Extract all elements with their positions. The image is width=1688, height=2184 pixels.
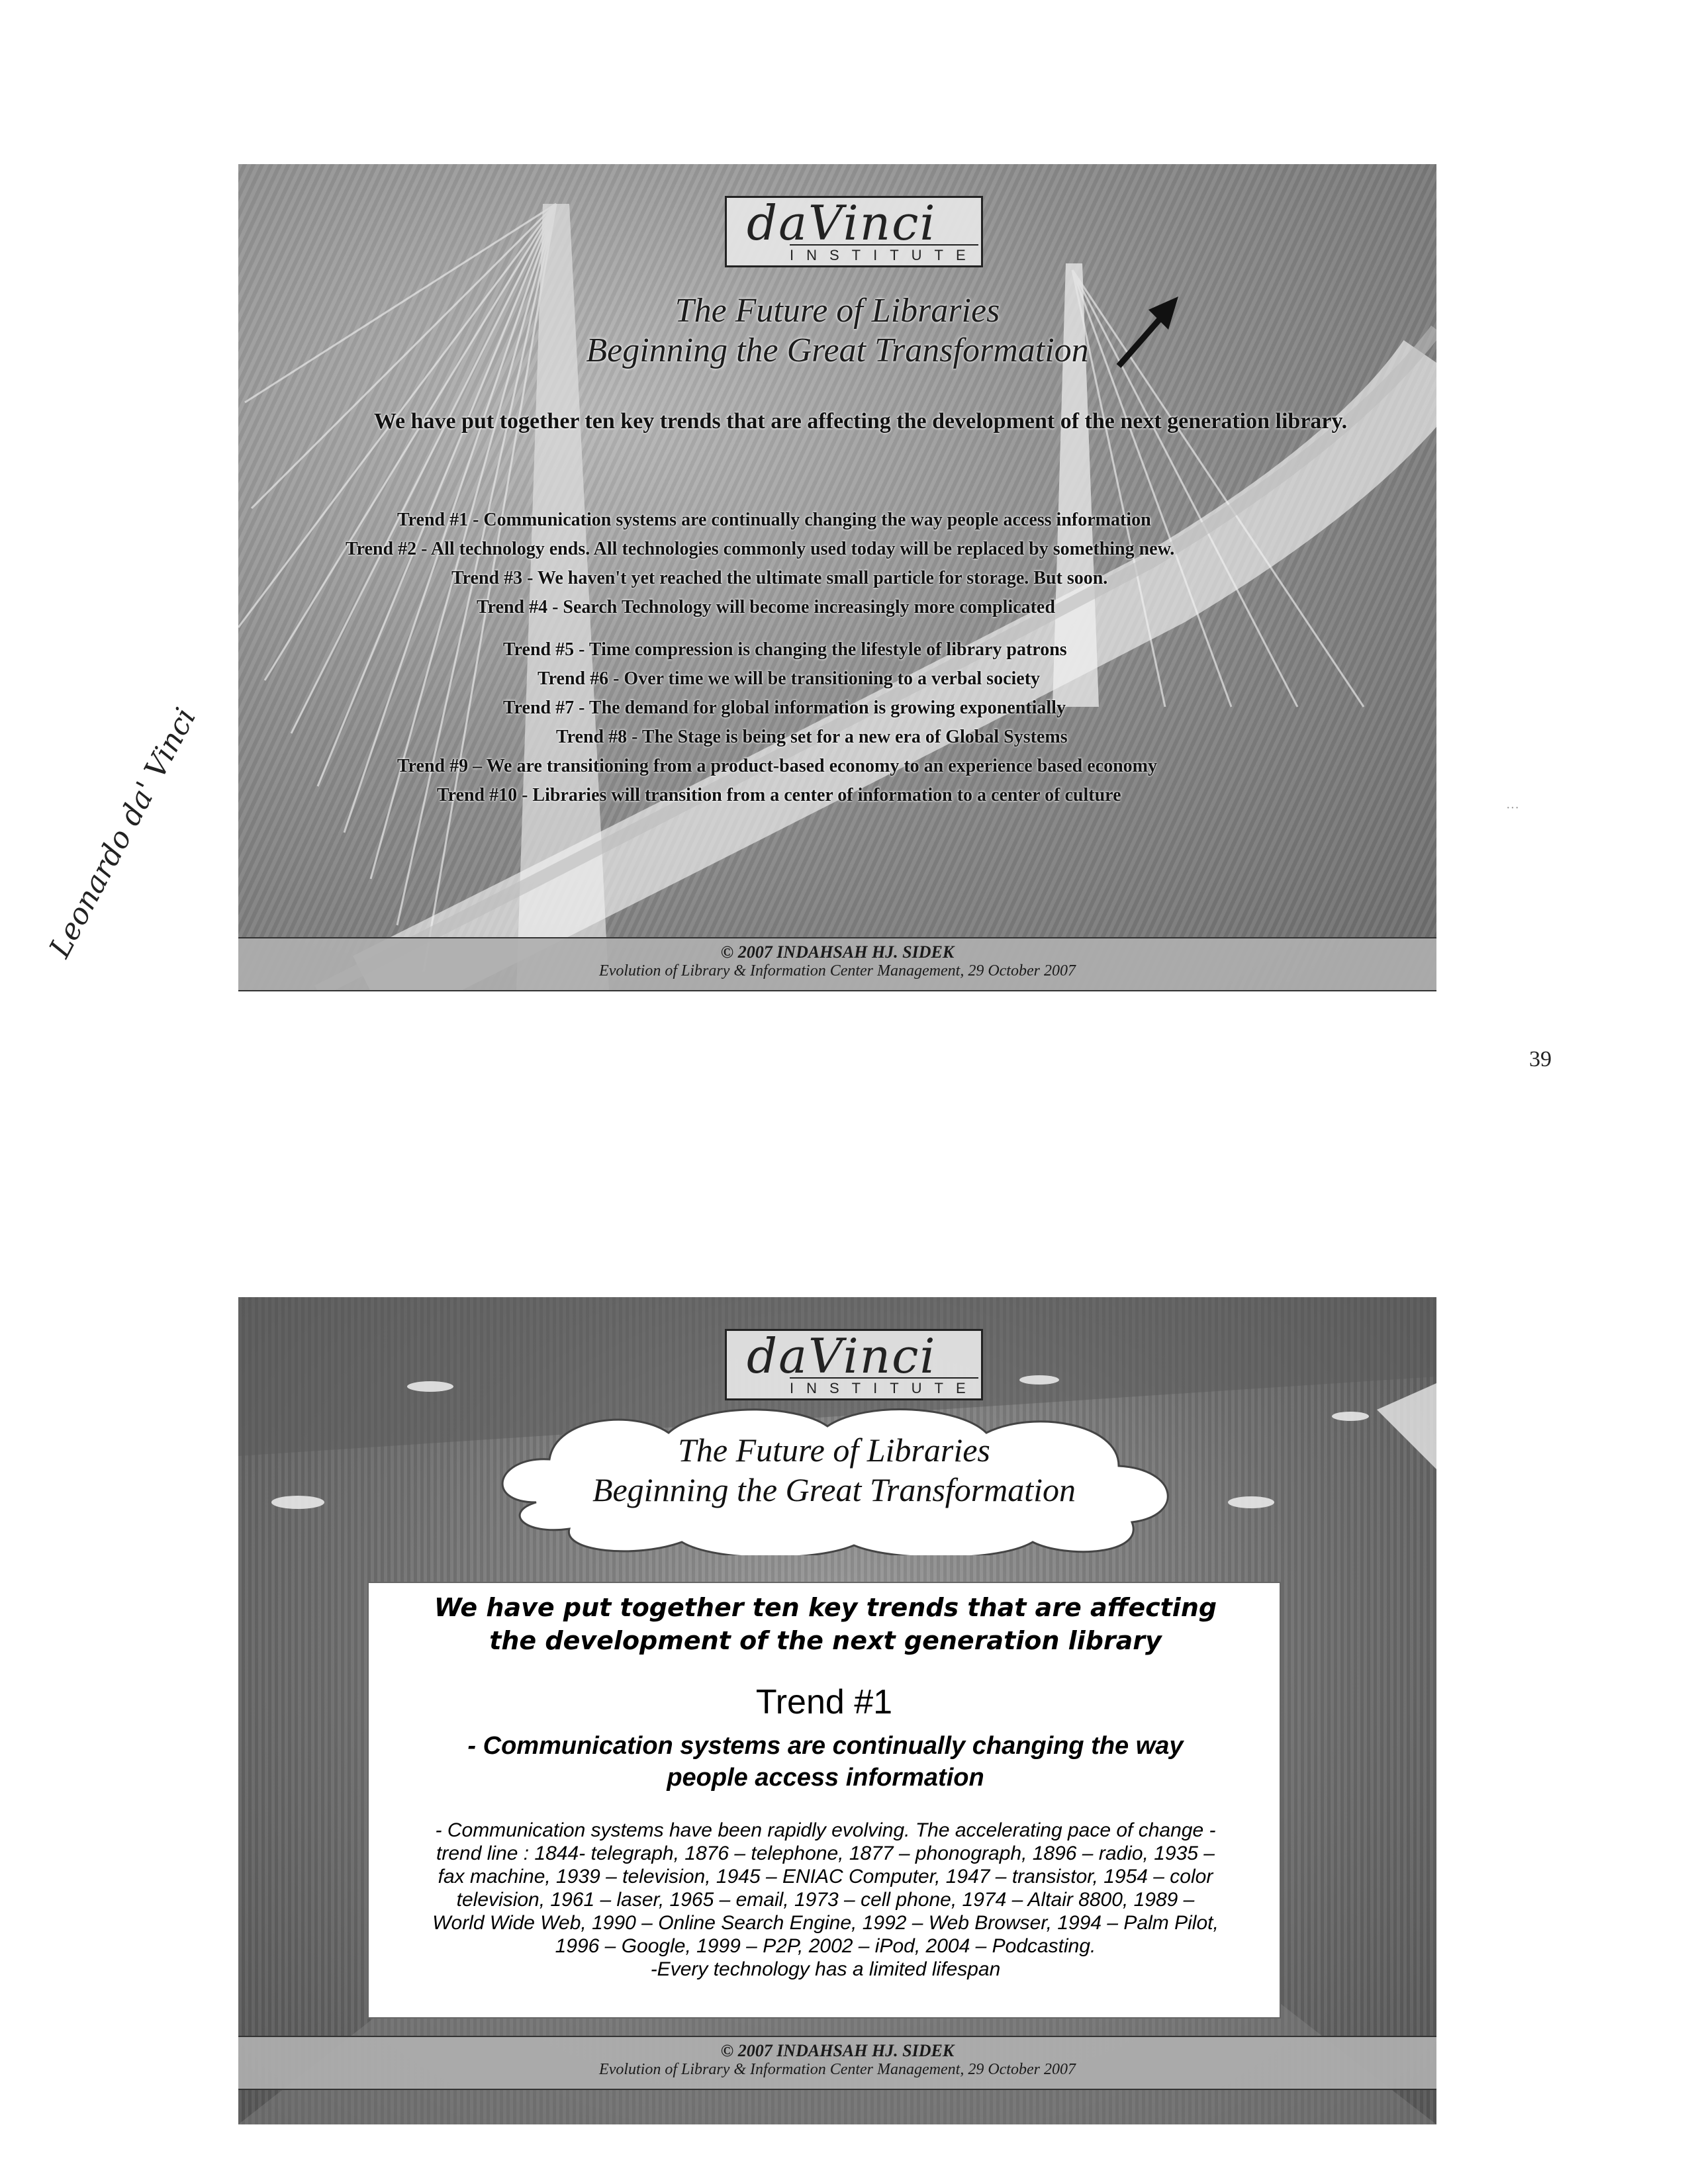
slide-2-copyright: © 2007 INDAHSAH HJ. SIDEK [720, 2041, 955, 2060]
slide-2-footer [238, 2036, 1436, 2090]
description-line: 1996 – Google, 1999 – P2P, 2002 – iPod, 2004 – Podcasting. [555, 1935, 1096, 1957]
davinci-institute-logo [725, 1329, 983, 1400]
trend-description [395, 1819, 1256, 1981]
arrow-icon [1112, 293, 1185, 373]
signature-text: Leonardo da' Vinci [42, 702, 203, 964]
slide-2-intro [389, 1591, 1262, 1657]
slide-1-title-line-1: The Future of Libraries [675, 292, 1000, 330]
slide-2-title-line-2: Beginning the Great Transformation [592, 1471, 1076, 1508]
slide-2-intro-line-1: We have put together ten key trends that are affecting [434, 1593, 1217, 1622]
trend-2: Trend #2 - All technology ends. All technologies commonly used today will be replaced by something new. [346, 539, 1175, 559]
trend-subheading [408, 1730, 1243, 1794]
content-panel [367, 1582, 1281, 2019]
logo-subtitle: INSTITUTE [790, 244, 978, 264]
trend-1: Trend #1 - Communication systems are continually changing the way people access information [397, 510, 1151, 530]
trend-6: Trend #6 - Over time we will be transitioning to a verbal society [538, 668, 1041, 689]
slide-2-event: Evolution of Library & Information Center Management, 29 October 2007 [599, 2061, 1076, 2078]
description-line: - Communication systems have been rapidly evolving. The accelerating pace of change - [435, 1819, 1216, 1841]
davinci-institute-logo [725, 196, 983, 267]
slide-2-title-line-1: The Future of Libraries [678, 1432, 990, 1469]
handwritten-signature [40, 668, 265, 979]
trend-heading: Trend #1 [755, 1683, 893, 1721]
slide-1-event: Evolution of Library & Information Center Management, 29 October 2007 [599, 962, 1076, 979]
slide-1 [238, 164, 1436, 991]
trend-7: Trend #7 - The demand for global information is growing exponentially [503, 698, 1066, 718]
trend-8: Trend #8 - The Stage is being set for a new era of Global Systems [556, 727, 1068, 747]
trend-9: Trend #9 – We are transitioning from a product-based economy to an experience based economy [397, 756, 1157, 776]
description-line: television, 1961 – laser, 1965 – email, 1973 – cell phone, 1974 – Altair 8800, 1989 – [456, 1889, 1195, 1911]
logo-subtitle: INSTITUTE [790, 1377, 978, 1397]
trend-5: Trend #5 - Time compression is changing the lifestyle of library patrons [503, 639, 1067, 660]
description-line: World Wide Web, 1990 – Online Search Engine, 1992 – Web Browser, 1994 – Palm Pilot, [432, 1912, 1219, 1934]
slide-2 [238, 1297, 1436, 2124]
description-line: trend line : 1844- telegraph, 1876 – telephone, 1877 – phonograph, 1896 – radio, 1935 – [436, 1843, 1215, 1864]
description-line: -Every technology has a limited lifespan [650, 1958, 1001, 1980]
logo-name: daVinci [747, 1328, 937, 1384]
description-line: fax machine, 1939 – television, 1945 – ENIAC Computer, 1947 – transistor, 1954 – color [438, 1866, 1213, 1888]
trend-10: Trend #10 - Libraries will transition from a center of information to a center of culture [437, 785, 1121, 805]
slide-1-intro: We have put together ten key trends that are affecting the development of the next generation library. [373, 409, 1348, 433]
trend-4: Trend #4 - Search Technology will become increasingly more complicated [477, 597, 1055, 617]
slide-1-copyright: © 2007 INDAHSAH HJ. SIDEK [720, 942, 955, 962]
slide-1-footer [238, 937, 1436, 991]
slide-2-intro-line-2: the development of the next generation library [489, 1626, 1162, 1655]
logo-name: daVinci [747, 195, 937, 251]
trend-subheading-line-1: - Communication systems are continually changing the way [467, 1732, 1184, 1760]
trend-3: Trend #3 - We haven't yet reached the ultimate small particle for storage. But soon. [451, 568, 1108, 588]
scan-mark: ··· [1506, 801, 1519, 815]
slide-1-title-line-2: Beginning the Great Transformation [586, 332, 1089, 369]
page-number: 39 [1529, 1047, 1552, 1071]
trend-subheading-line-2: people access information [667, 1764, 984, 1792]
